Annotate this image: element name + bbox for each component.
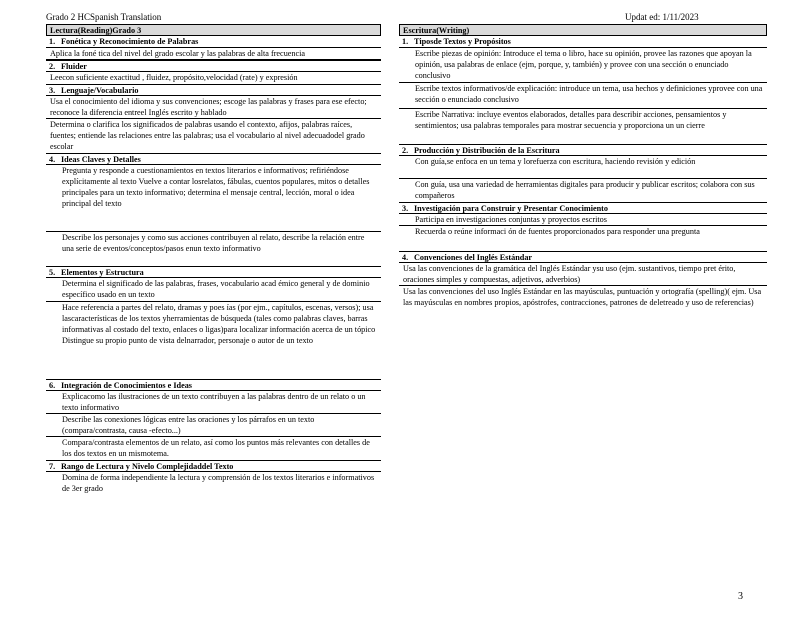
writing-column — [399, 24, 767, 348]
standard-item: Leecon suficiente exactitud , fluidez, propósito,velocidad (rate) y expresión — [50, 73, 298, 82]
section-heading: 4. Ideas Claves y Detalles — [46, 153, 381, 165]
section-heading: 4. Convenciones del Inglés Estándar — [399, 251, 767, 263]
standard-item: Escribe Narrativa: incluye eventos elaborados, detalles para describir acciones, pensamientos y sentimientos; usa palabras temporales para mostrar secuencia y proporciona un un cierre — [415, 110, 727, 130]
section-heading: 5. Elementos y Estructura — [46, 266, 381, 278]
standard-item: Determina o clarifica los significados de palabras usando el contexto, afijos, palabras raíces, fuentes; entiende las relaciones entre las palabras; usa el vocabulario al nivel adecuadodel grado escolar — [50, 120, 365, 151]
page-number: 3 — [738, 591, 743, 602]
reading-column — [46, 24, 381, 521]
standard-item: Domina de forma independiente la lectura y comprensión de los textos literarios e informativos de 3er grado — [62, 473, 375, 493]
standard-item: Usa las convenciones de la gramática del Inglés Estándar ysu uso (ejm. sustantivos, tiempo pret érito, oraciones simples y compuestas, adjetivos, adverbios) — [399, 263, 767, 286]
standard-item: Escribe textos informativos/de explicación: introduce un tema, usa hechos y definiciones yprovee con una sección o enunciado conclusivo — [399, 83, 767, 109]
section-heading: 6. Integración de Conocimientos e Ideas — [46, 379, 381, 391]
section-heading: 1. Fonética y Reconocimiento de Palabras — [46, 36, 381, 48]
standard-item: Usa las convenciones del uso Inglés Estándar en las mayúsculas, puntuación y ortografía (spelling)( ejm. Usa las mayúsculas en nombres propios, apóstrofes, contracciones, patrones de deletreado y uso de referencias) — [403, 287, 762, 307]
standard-item: Compara/contrasta elementos de un relato, así como los puntos más relevantes con detalles de los dos textos en un mismotema. — [62, 438, 370, 458]
section-heading: 2. Producción y Distribución de la Escritura — [399, 144, 767, 156]
standard-item: Explicacomo las ilustraciones de un texto contribuyen a las palabras dentro de un relato o un texto informativo — [46, 391, 381, 414]
standard-item: Aplica la foné tica del nivel del grado escolar y las palabras de alta frecuencia — [46, 48, 381, 60]
standard-item: Hace referencia a partes del relato, dramas y poes ías (por ejm., capítulos, escenas, versos); usa lascaracterísticas de los textos yherramientas de búsqueda (tales como palabras claves, barras informativas al costado del texto, enlaces o ligas)para localizar información acerca de un tópico Distingue su propio punto de vista delnarrador, personaje o autor de un texto — [62, 303, 376, 345]
standard-item: Escribe piezas de opinión: Introduce el tema o libro, hace su opinión, provee las razones que apoyan la opinión, usa palabras de enlace (ejm, porque, y, también) y provee con una sección o enunciado conclusivo — [399, 48, 767, 83]
standard-item: Recuerda o reúne informaci ón de fuentes proporcionados para responder una pregunta — [415, 227, 700, 236]
standard-item: Con guía,se enfoca en un tema y lorefuerza con escritura, haciendo revisión y edición — [399, 156, 767, 179]
section-heading: 3. Lenguaje/Vocabulario — [46, 84, 381, 96]
standard-item: Con guía, usa una variedad de herramientas digitales para producir y publicar escritos; colabora con sus compañeros — [415, 180, 755, 200]
section-heading: 1. Tiposde Textos y Propósitos — [399, 36, 767, 48]
section-heading: 2. Fluider — [46, 60, 381, 72]
reading-column-title: Lectura(Reading)Grado 3 — [46, 24, 381, 36]
section-heading: 3. Investigación para Construir y Presentar Conocimiento — [399, 202, 767, 214]
standard-item: Pregunta y responde a cuestionamientos en textos literarios e informativos; refiriéndose explícitamente al texto Vuelve a contar losrelatos, fábulas, cuentos populares, mitos o detalles principales para un texto informativo; determina el mensaje central, lección, moral o idea principal del texto — [46, 165, 381, 232]
writing-column-title: Escritura(Writing) — [399, 24, 767, 36]
section-heading: 7. Rango de Lectura y Nivelo Complejidaddel Texto — [46, 460, 381, 472]
standard-item: Describe las conexiones lógicas entre las oraciones y los párrafos en un texto (compara/contrasta, causa -efecto...) — [46, 414, 381, 437]
header-left: Grado 2 HCSpanish Translation — [46, 12, 162, 22]
standard-item: Participa en investigaciones conjuntas y proyectos escritos — [399, 214, 767, 226]
standard-item: Usa el conocimiento del idioma y sus convenciones; escoge las palabras y frases para ese efecto; reconoce la diferencia entreel Inglés escrito y hablado — [46, 96, 381, 119]
header-updated-date: Updat ed: 1/11/2023 — [625, 12, 699, 22]
standard-item: Describe los personajes y como sus acciones contribuyen al relato, describe la relación entre una serie de eventos/conceptos/pasos enun texto informativo — [62, 233, 365, 253]
standard-item: Determina el significado de las palabras, frases, vocabulario acad émico general y de dominio específico usado en un texto — [46, 278, 381, 302]
